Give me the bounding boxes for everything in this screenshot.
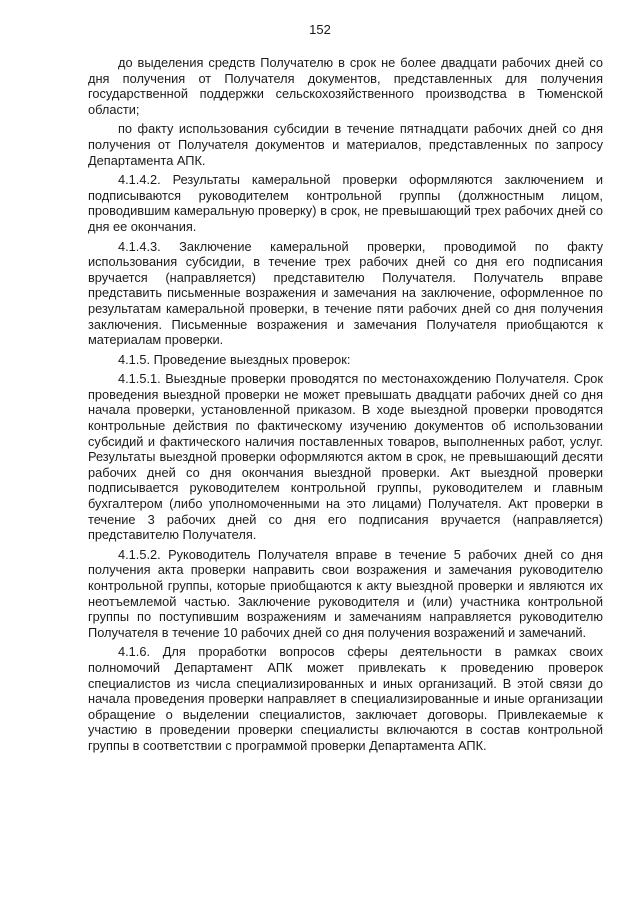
page-number: 152: [309, 22, 331, 37]
document-body: [88, 55, 603, 758]
paragraph-4-1-5-2: 4.1.5.2. Руководитель Получателя вправе в течение 5 рабочих дней со дня получения акта проверки направить свои возражения и замечания руководителю контрольной группы, которые приобщаются к акту выездной проверки и являются их неотъемлемой частью. Заключение руководителя и (или) участника контрольной группы по поступившим возражениям и замечаниям направляется руководителю Получателя в течение 10 рабочих дней со дня получения возражений и замечаний.: [88, 546, 603, 640]
paragraph-funding-deadline: до выделения средств Получателю в срок не более двадцати рабочих дней со дня получения от Получателя документов, представленных для получения государственной поддержки сельскохозяйственного производства в Тюменской области;: [88, 55, 603, 117]
paragraph-4-1-5-1: 4.1.5.1. Выездные проверки проводятся по местонахождению Получателя. Срок проведения выездной проверки не может превышать двадцати рабочих дней со дня начала проверки, установленной приказом. В ходе выездной проверки проводятся контрольные действия по фактическому изучению документов об использовании субсидий и фактического наличия поставленных товаров, выполненных работ, услуг. Результаты выездной проверки оформляются актом в срок, не превышающий десяти рабочих дней со дня окончания выездной проверки. Акт выездной проверки подписывается руководителем контрольной группы, руководителем и главным бухгалтером (либо уполномоченными на это лицами) Получателя. Акт проверки в течение 3 рабочих дней со дня его подписания вручается (направляется) представителю Получателя.: [88, 371, 603, 543]
paragraph-subsidy-usage-deadline: по факту использования субсидии в течение пятнадцати рабочих дней со дня получения от Получателя документов и материалов, представленных по запросу Департамента АПК.: [88, 121, 603, 168]
paragraph-4-1-5: 4.1.5. Проведение выездных проверок:: [118, 351, 351, 367]
paragraph-4-1-4-2: 4.1.4.2. Результаты камеральной проверки оформляются заключением и подписываются руководителем контрольной группы (должностным лицом, проводившим камеральную проверку) в срок, не превышающий трех рабочих дней со дня ее окончания.: [88, 172, 603, 234]
paragraph-4-1-6: 4.1.6. Для проработки вопросов сферы деятельности в рамках своих полномочий Департамент АПК может привлекать к проведению проверок специалистов из числа специализированных и иных организаций. В этой связи до начала проведения проверки направляет в специализированные и иные организации обращение о выделении специалистов, заключает договоры. Привлекаемые к участию в проведении проверки специалисты включаются в состав контрольной группы в соответствии с программой проверки Департамента АПК.: [88, 644, 603, 753]
paragraph-4-1-4-3: 4.1.4.3. Заключение камеральной проверки, проводимой по факту использования субсидии, в течение трех рабочих дней со дня его подписания вручается (направляется) представителю Получателя. Получатель вправе представить письменные возражения и замечания на заключение, оформленное по результатам камеральной проверки, в течение пяти рабочих дней со дня получения заключения. Письменные возражения и замечания Получателя приобщаются к материалам проверки.: [88, 238, 603, 348]
